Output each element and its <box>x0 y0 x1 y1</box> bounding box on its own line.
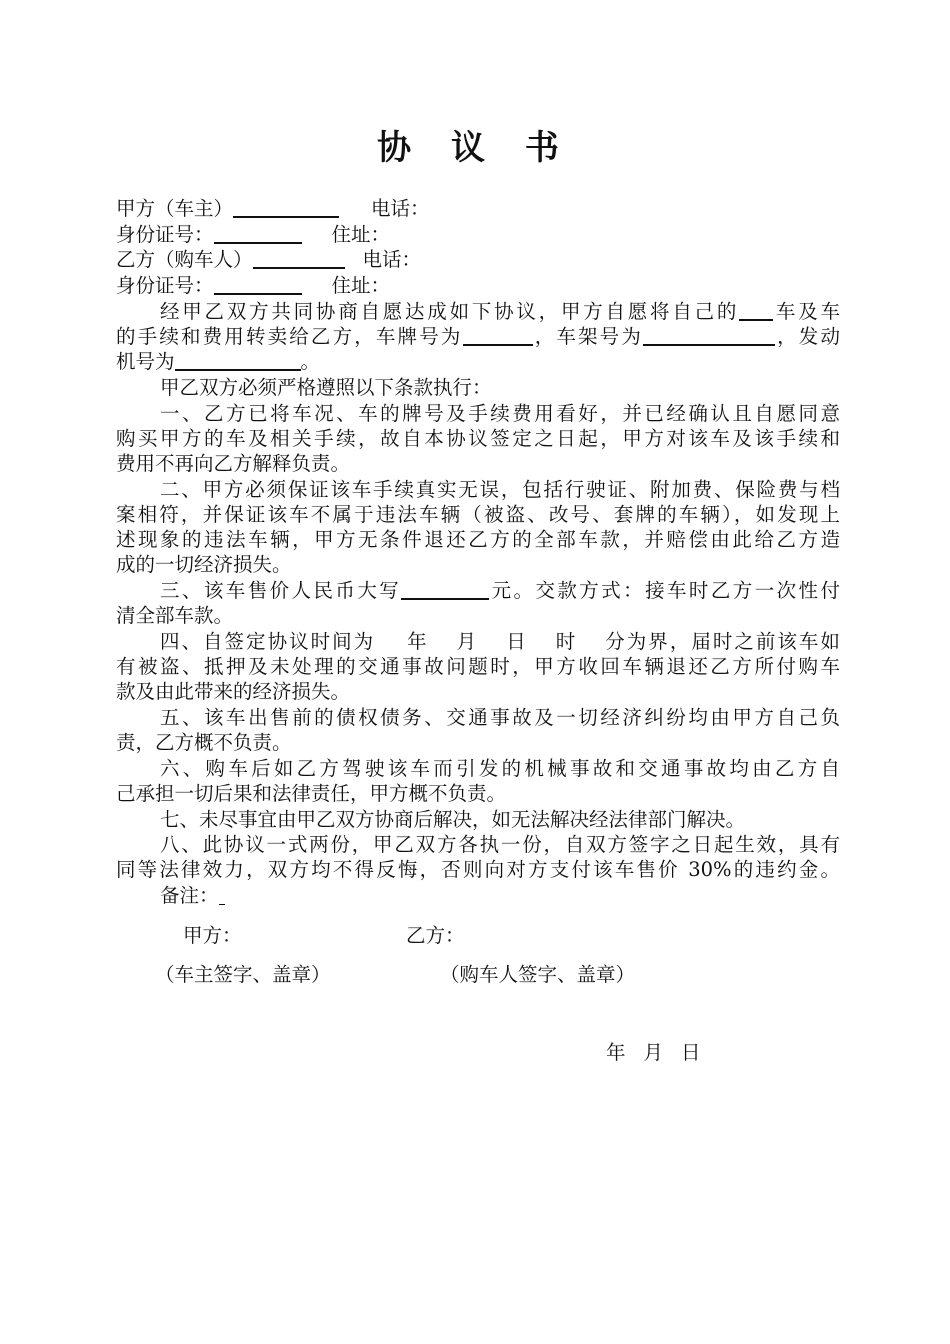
party-a-phone-label: 电话： <box>371 197 430 220</box>
text-span: 时 <box>553 630 578 653</box>
clause-8-line: 八、此协议一式两份，甲乙双方各执一份，自双方签字之日起生效，具有 <box>160 833 840 856</box>
clause-1-line: 费用不再向乙方解释负责。 <box>116 452 351 475</box>
remarks-label: 备注： <box>160 884 219 907</box>
clause-3-line: 清全部车款。 <box>116 604 234 627</box>
clause-8-line: 同等法律效力，双方均不得反悔，否则向对方支付该车售价 30%的违约金。 <box>116 858 840 881</box>
date-line <box>606 1037 701 1065</box>
intro-line <box>116 346 840 374</box>
date-year: 年 <box>606 1041 626 1064</box>
party-b-phone-label: 电话： <box>362 248 422 271</box>
engine-number-blank <box>175 351 301 371</box>
address-label: 住址： <box>331 274 391 297</box>
party-b-row <box>116 244 840 272</box>
clause-2-line: 成的一切经济损失。 <box>116 553 292 576</box>
text-span: 日 <box>504 630 528 653</box>
page-title: 协 议 书 <box>377 128 573 168</box>
party-b-id-blank <box>214 275 302 295</box>
sign-party-a-note: （车主签字、盖章） <box>155 963 331 986</box>
text-span: 分为界，届时之前该车如 <box>603 630 840 653</box>
party-b-name-blank <box>253 249 345 269</box>
clause-5-line: 五、该车出售前的债权债务、交通事故及一切经济纠纷均由甲方自己负 <box>160 706 840 729</box>
date-month: 月 <box>643 1041 664 1064</box>
text-span: 机号为 <box>116 350 175 373</box>
clause-4-line: 款及由此带来的经济损失。 <box>116 680 351 703</box>
clause-6-line: 己承担一切后果和法律责任，甲方概不负责。 <box>116 782 507 805</box>
date-day: 日 <box>681 1041 701 1064</box>
text-span: 的手续和费用转卖给乙方，车牌号为 <box>116 325 463 348</box>
clause-7-line: 七、未尽事宜由甲乙双方协商后解决，如无法解决经法律部门解决。 <box>160 808 746 831</box>
clause-2-line: 述现象的违法车辆，甲方无条件退还乙方的全部车款，并赔偿由此给乙方造 <box>116 528 840 551</box>
clause-4-line: 有被盗、抵押及未处理的交通事故问题时，甲方收回车辆退还乙方所付购车 <box>116 655 840 678</box>
vin-blank <box>643 326 775 346</box>
text-span: 年 <box>405 630 429 653</box>
party-a-id-blank <box>214 224 302 244</box>
price-blank <box>401 580 489 600</box>
vehicle-type-blank <box>739 301 773 321</box>
text-span: 三、该车售价人民币大写 <box>160 579 402 602</box>
text-span: 经甲乙双方共同协商自愿达成如下协议，甲方自愿将自己的 <box>160 300 740 323</box>
clause-3-line <box>116 575 840 603</box>
party-a-name-blank <box>233 198 339 218</box>
plate-number-blank <box>463 326 533 346</box>
sign-party-a: 甲方： <box>183 924 242 947</box>
clauses-intro: 甲乙双方必须严格遵照以下条款执行： <box>160 376 492 399</box>
party-b-label: 乙方（购车人） <box>116 248 253 271</box>
party-b-id-row <box>116 270 840 298</box>
text-span: 四、自签定协议时间为 <box>160 630 376 653</box>
clause-1-line: 购买甲方的车及相关手续，故自本协议签定之日起，甲方对该车及该手续和 <box>116 427 840 450</box>
intro-line <box>116 296 840 324</box>
clause-5-line: 责，乙方概不负责。 <box>116 731 292 754</box>
id-label: 身份证号： <box>116 223 214 246</box>
party-a-label: 甲方（车主） <box>116 197 234 220</box>
text-span: 月 <box>454 630 479 653</box>
party-a-id-row <box>116 219 840 247</box>
sign-party-b-note: （购车人签字、盖章） <box>440 963 636 986</box>
remarks-blank <box>219 890 225 905</box>
intro-line <box>116 321 840 349</box>
text-span: 车及车 <box>773 300 840 323</box>
sign-party-b: 乙方： <box>406 924 465 947</box>
party-a-row <box>116 193 840 221</box>
text-span: 元。交款方式：接车时乙方一次性付 <box>489 579 840 602</box>
clause-2-line: 案相符，并保证该车不属于违法车辆（被盗、改号、套牌的车辆），如发现上 <box>116 503 840 526</box>
clause-1-line: 一、乙方已将车况、车的牌号及手续费用看好，并已经确认且自愿同意 <box>160 402 840 425</box>
text-span: 。 <box>300 350 321 373</box>
clause-2-line: 二、甲方必须保证该车手续真实无误，包括行驶证、附加费、保险费与档 <box>160 478 840 501</box>
clause-6-line: 六、购车后如乙方驾驶该车而引发的机械事故和交通事故均由乙方自 <box>160 757 840 780</box>
text-span: ，发动 <box>774 325 840 348</box>
text-span: ，车架号为 <box>532 325 643 348</box>
address-label: 住址： <box>331 223 391 246</box>
remarks-line <box>116 880 884 908</box>
clause-4-line <box>116 626 840 654</box>
id-label: 身份证号： <box>116 274 214 297</box>
